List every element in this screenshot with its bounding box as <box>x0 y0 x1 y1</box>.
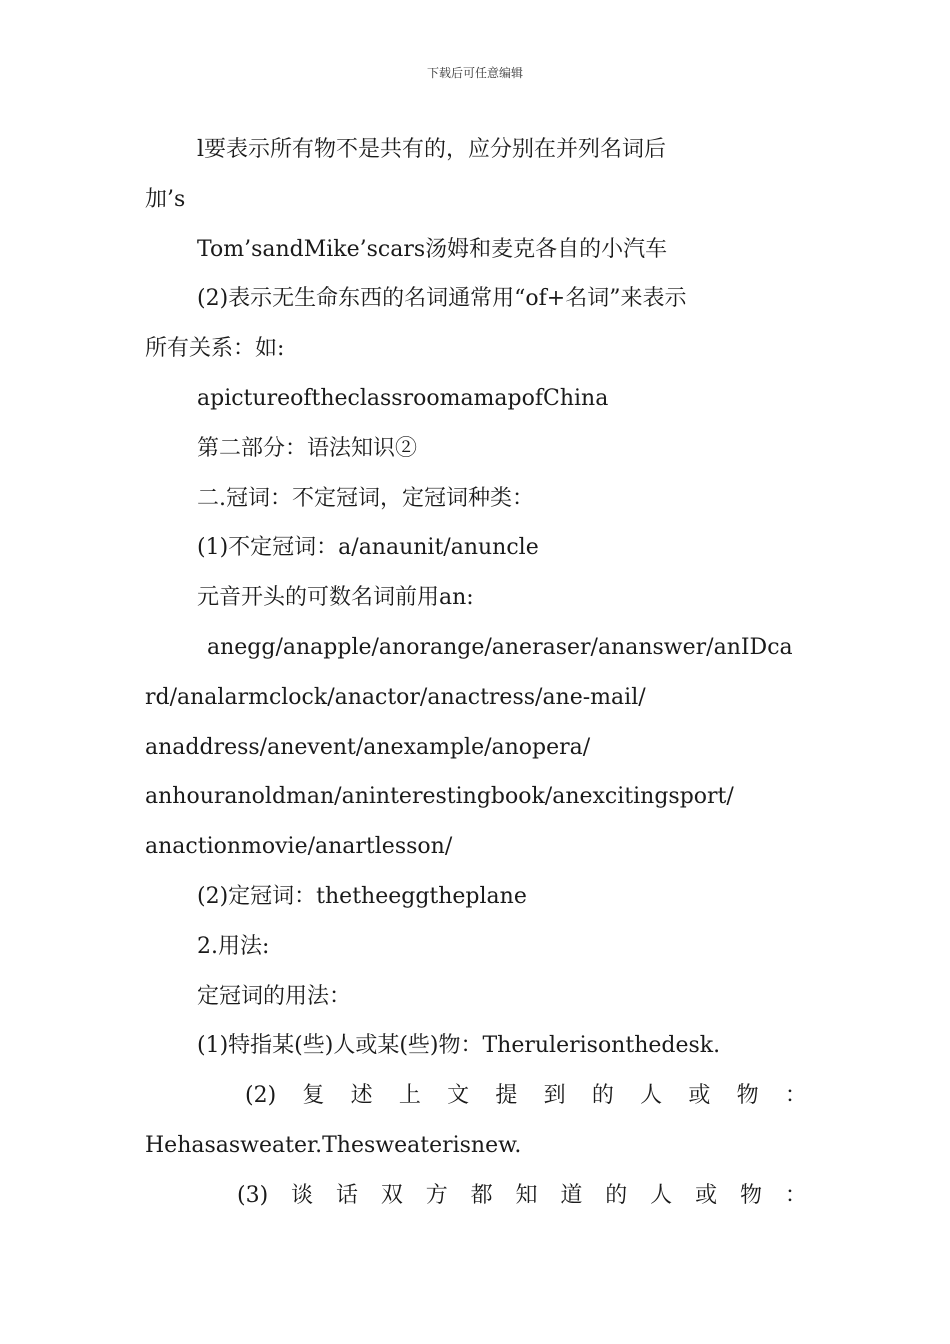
paragraph-line: (1)特指某(些)人或某(些)物：Therulerisonthedesk. <box>197 1033 721 1059</box>
justified-word: 谈 <box>291 1182 314 1208</box>
justified-word: ： <box>784 1182 807 1208</box>
paragraph-line: 加’s <box>145 186 186 212</box>
justified-word: 知 <box>515 1182 538 1208</box>
justified-line-text <box>245 1071 807 1121</box>
paragraph-line: anactionmovie/anartlesson/ <box>145 834 453 860</box>
justified-word: 人 <box>650 1182 673 1208</box>
section-heading: 第二部分：语法知识② <box>197 435 418 461</box>
justified-word: 或 <box>695 1182 718 1208</box>
justified-word: 复 <box>302 1083 325 1109</box>
paragraph-line: apictureoftheclassroomamapofChina <box>197 385 609 411</box>
paragraph-line: anhouranoldman/aninterestingbook/anexcitingsport/ <box>145 784 734 810</box>
paragraph-line: Tom’sandMike’scars汤姆和麦克各自的小汽车 <box>197 236 668 262</box>
justified-line-text <box>237 1171 807 1221</box>
paragraph-line: rd/analarmclock/anactor/anactress/ane-mail/ <box>145 684 646 710</box>
justified-word: 述 <box>350 1083 373 1109</box>
justified-word: 双 <box>380 1182 403 1208</box>
justified-word: 或 <box>688 1083 711 1109</box>
justified-word: 话 <box>335 1182 358 1208</box>
paragraph-line: 2.用法: <box>197 933 270 959</box>
justified-word: 方 <box>425 1182 448 1208</box>
justified-word: (3) <box>237 1182 269 1208</box>
justified-word: ： <box>784 1083 807 1109</box>
paragraph-line: (2)定冠词：thetheeggtheplane <box>197 883 527 909</box>
paragraph-line: 所有关系：如: <box>145 336 285 362</box>
justified-word: 都 <box>470 1182 493 1208</box>
justified-word: 物 <box>736 1083 759 1109</box>
justified-word: 的 <box>591 1083 614 1109</box>
paragraph-line: 元音开头的可数名词前用an: <box>197 585 474 611</box>
justified-word: 提 <box>495 1083 518 1109</box>
justified-word: 物 <box>739 1182 762 1208</box>
justified-word: 文 <box>447 1083 470 1109</box>
justified-line <box>145 1071 807 1121</box>
justified-word: 上 <box>398 1083 421 1109</box>
paragraph-line: l要表示所有物不是共有的，应分别在并列名词后 <box>197 137 667 162</box>
paragraph-line: (1)不定冠词：a/anaunit/anuncle <box>197 535 539 561</box>
subsection-heading: 二.冠词：不定冠词，定冠词种类： <box>197 485 534 511</box>
paragraph-line: (2)表示无生命东西的名词通常用“of+名词”来表示 <box>197 286 687 312</box>
paragraph-line: 定冠词的用法： <box>197 983 352 1009</box>
justified-word: 道 <box>560 1182 583 1208</box>
paragraph-line: anegg/anapple/anorange/aneraser/ananswer/anIDca <box>207 634 793 660</box>
justified-word: (2) <box>245 1083 277 1109</box>
paragraph-line: anaddress/anevent/anexample/anopera/ <box>145 734 591 760</box>
justified-word: 人 <box>640 1083 663 1109</box>
document-body <box>145 125 807 1221</box>
justified-word: 到 <box>543 1083 566 1109</box>
paragraph-line: Hehasasweater.Thesweaterisnew. <box>145 1132 522 1158</box>
justified-word: 的 <box>605 1182 628 1208</box>
header-note: 下载后可任意编辑 <box>426 66 523 80</box>
justified-line <box>145 1171 807 1221</box>
